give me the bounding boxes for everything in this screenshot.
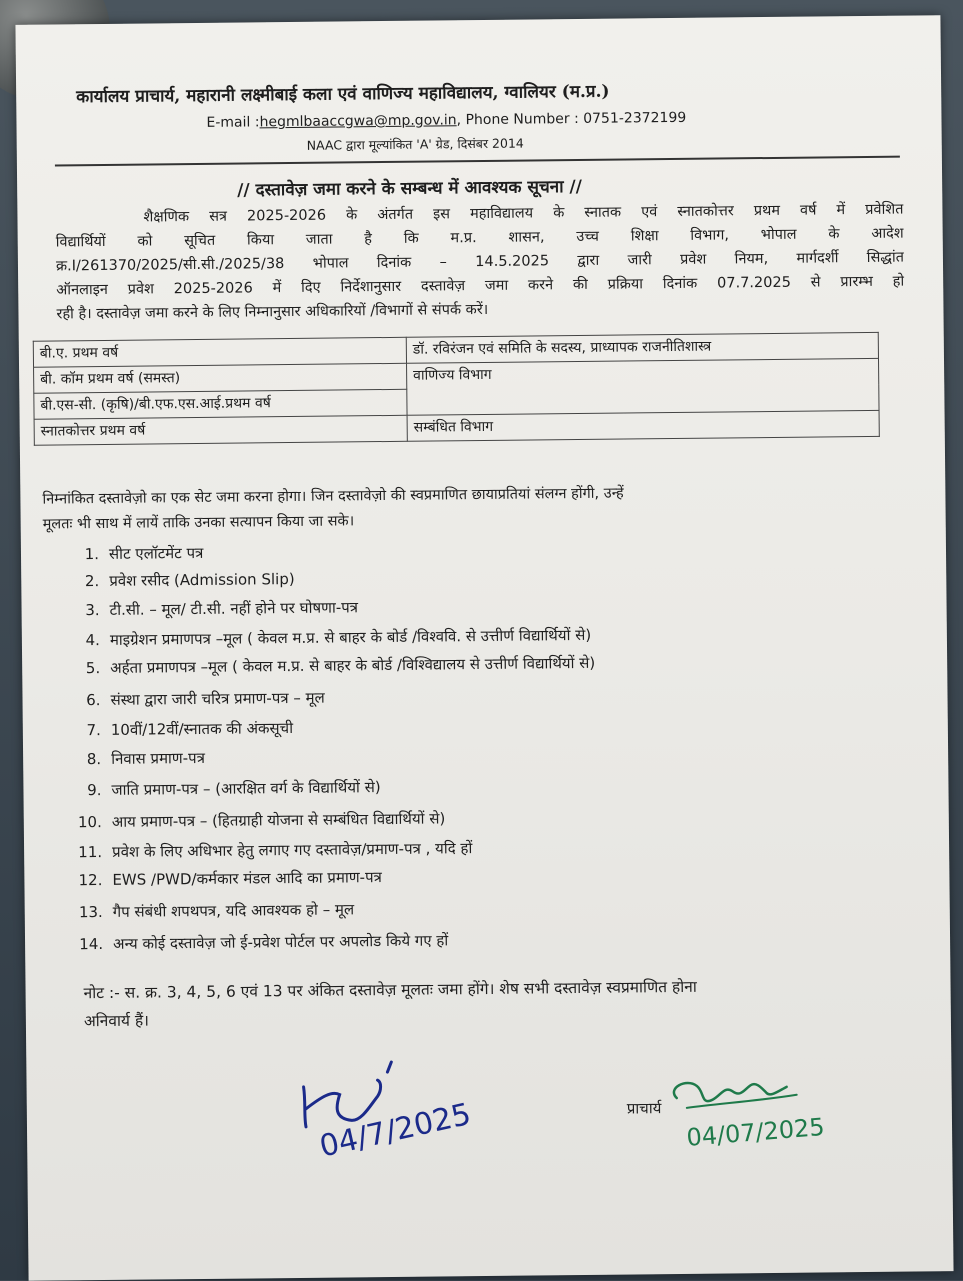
item-text: निवास प्रमाण-पत्र [111,748,206,768]
header-divider [55,156,900,167]
contact-cell: डॉ. रविरंजन एवं समिति के सदस्य, प्राध्यापक राजनीतिशास्त्र [406,332,878,363]
list-item [65,930,448,954]
contact-cell: सम्बंधित विभाग [407,410,879,441]
course-cell: बी. कॉम प्रथम वर्ष (समस्त) [34,363,407,393]
item-number: 12. [78,871,103,890]
list-item [64,867,382,890]
item-number: 11. [78,843,103,862]
list-item [65,899,355,922]
list-item [61,569,295,591]
item-number: 14. [79,935,104,954]
list-item [64,808,446,832]
list-item [62,688,324,711]
documents-intro [42,479,902,538]
list-item [63,777,380,800]
paragraph-line: ऑनलाइन प्रवेश 2025-2026 में दिए निर्देशानुसार दस्तावेज़ जमा करने की प्रक्रिया दिनांक 07.7.2025 से प्रारम्भ हो [56,273,905,299]
item-text: टी.सी. – मूल/ टी.सी. नहीं होने पर घोषणा-पत्र [109,598,359,619]
notice-paragraph [55,198,904,327]
item-number: 13. [78,903,103,922]
course-cell: बी.ए. प्रथम वर्ष [33,337,406,367]
item-number: 6. [86,691,101,710]
email-label: E-mail : [206,114,260,131]
item-number: 10. [77,813,102,832]
paragraph-line: शैक्षणिक सत्र 2025-2026 के अंतर्गत इस महाविद्यालय के स्नातक एवं स्नातकोत्तर प्रथम वर्ष में प्रवेशित [143,201,904,226]
paragraph-line: विद्यार्थियों को सूचित किया जाता है कि म.प्र. शासन, उच्च शिक्षा विभाग, भोपाल के आदेश [55,225,904,251]
item-number: 9. [87,781,102,800]
item-text: अन्य कोई दस्तावेज़ जो ई-प्रवेश पोर्टल पर अपलोड किये गए हों [112,931,449,953]
notice-paper [15,15,953,1281]
list-item [62,625,591,651]
list-item [63,718,293,740]
intro-line: मूलतः भी साथ में लायें ताकि उनका सत्यापन किया जा सके। [42,513,355,533]
left-signature [281,1045,502,1167]
item-number: 2. [84,572,100,591]
note-line: अनिवार्य हैं। [83,1011,150,1031]
paragraph-line: रही है। दस्तावेज़ जमा करने के लिए निम्नानुसार अधिकारियों /विभागों से संपर्क करें। [56,301,489,323]
item-number: 4. [85,631,100,650]
item-number: 5. [85,659,101,678]
naac-grade: NAAC द्वारा मूल्यांकित 'A' ग्रेड, दिसंबर 2014 [306,135,524,153]
item-text: EWS /PWD/कर्मकार मंडल आदि का प्रमाण-पत्र [112,868,382,889]
list-item [64,838,472,862]
list-item [63,748,205,769]
note-line: नोट :- स. क्र. 3, 4, 5, 6 एवं 13 पर अंकित दस्तावेज़ मूलतः जमा होंगे। शेष सभी दस्तावेज़ स्वप्रमाणित होना [83,977,697,1003]
principal-label: प्राचार्य [626,1099,662,1118]
item-text: संस्था द्वारा जारी चरित्र प्रमाण-पत्र – मूल [110,688,325,709]
item-number: 8. [86,750,102,769]
course-cell: बी.एस-सी. (कृषि)/बी.एफ.एस.आई.प्रथम वर्ष [34,389,407,419]
item-text: प्रवेश के लिए अधिभार हेतु लगाए गए दस्तावेज़/प्रमाण-पत्र , यदि हों [112,839,473,861]
list-item [61,597,358,620]
contact-line [206,110,686,131]
documents-list [61,535,921,954]
item-number: 7. [86,721,101,740]
item-number: 1. [84,545,100,564]
left-signature-date: 04/7/2025 [316,1096,475,1165]
list-item [61,543,204,564]
item-text: 10वीं/12वीं/स्नातक की अंकसूची [110,719,294,739]
item-text: सीट एलॉटमेंट पत्र [108,543,204,563]
principal-signature [616,1066,837,1168]
item-text: अर्हता प्रमाणपत्र –मूल ( केवल म.प्र. से बाहर के बोर्ड /विश्विद्यालय से उत्तीर्ण विद्यार्थियों से) [110,653,596,677]
contact-table [33,332,880,446]
paragraph-line: क्र.I/261370/2025/सी.सी./2025/38 भोपाल दिनांक – 14.5.2025 द्वारा जारी प्रवेश नियम, मार्गदर्शी सिद्धांत [55,249,905,275]
item-text: गैप संबंधी शपथपत्र, यदि आवश्यक हो – मूल [112,900,355,921]
notice-heading: // दस्तावेज़ जमा करने के सम्बन्ध में आवश्यक सूचना // [237,176,583,201]
item-text: आय प्रमाण-पत्र – (हितग्राही योजना से सम्बंधित विद्यार्थियों से) [111,809,446,831]
item-text: माइग्रेशन प्रमाणपत्र –मूल ( केवल म.प्र. से बाहर के बोर्ड /विश्ववि. से उत्तीर्ण विद्यार्थियों से) [109,625,592,649]
contact-cell: वाणिज्य विभाग [407,358,880,415]
item-number: 3. [85,601,100,620]
phone-number: , Phone Number : 0751-2372199 [456,109,687,129]
item-text: प्रवेश रसीद (Admission Slip) [109,569,295,590]
course-cell: स्नातकोत्तर प्रथम वर्ष [34,415,407,445]
college-header: कार्यालय प्राचार्य, महारानी लक्ष्मीबाई कला एवं वाणिज्य महाविद्यालय, ग्वालियर (म.प्र.) [76,81,610,108]
item-text: जाति प्रमाण-पत्र – (आरक्षित वर्ग के विद्यार्थियों से) [111,778,381,799]
email-link[interactable]: hegmlbaaccgwa@mp.gov.in [259,112,457,131]
intro-line: निम्नांकित दस्तावेज़ो का एक सेट जमा करना होगा। जिन दस्तावेज़ो की स्वप्रमाणित छायाप्रतियां संलग्न होंगी, उन्हें [42,485,624,508]
list-item [62,653,595,679]
note-text [83,970,944,1035]
principal-signature-date: 04/07/2025 [685,1112,826,1152]
